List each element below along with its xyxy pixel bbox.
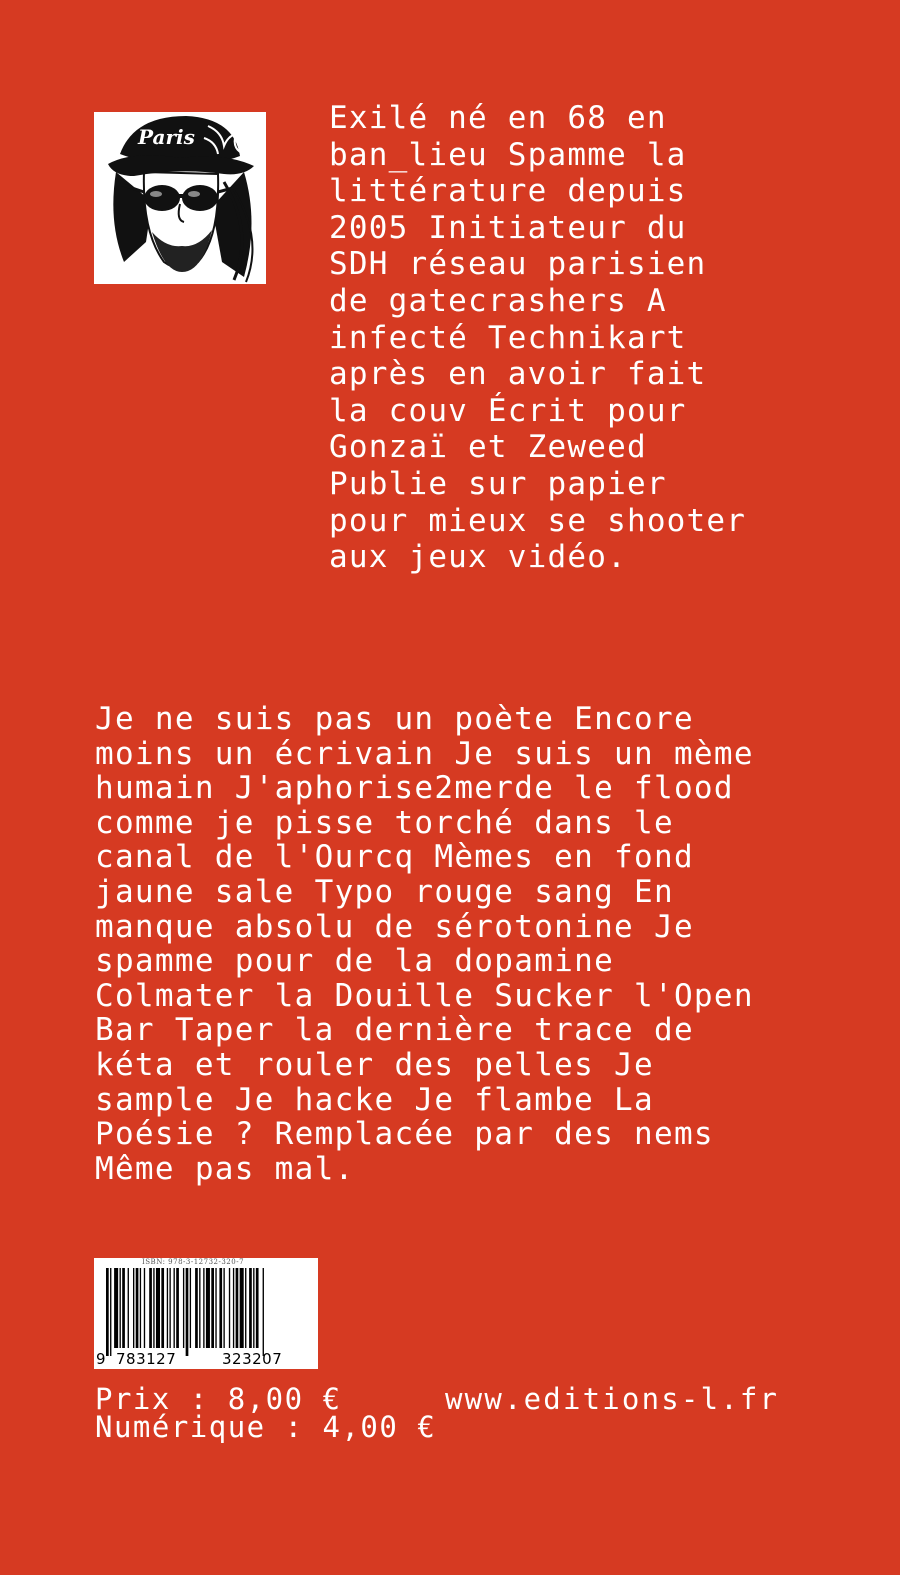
bio-line: de gatecrashers A	[329, 282, 667, 319]
bio-line: après en avoir fait	[329, 356, 707, 393]
author-bio	[329, 100, 829, 576]
barcode-bar	[133, 1268, 134, 1348]
barcode-bar	[190, 1268, 191, 1348]
barcode-bar	[120, 1268, 121, 1348]
barcode-bar	[215, 1268, 216, 1348]
bio-line: pour mieux se shooter	[329, 502, 747, 539]
barcode-bar	[253, 1268, 254, 1348]
barcode-bar	[195, 1268, 198, 1348]
barcode-digits-right: 323207	[222, 1350, 283, 1368]
barcode-bar	[144, 1268, 145, 1348]
barcode-bar	[153, 1268, 154, 1348]
blurb-line: humain J'aphorise2merde le flood	[95, 770, 734, 807]
barcode-bar	[186, 1268, 189, 1356]
bio-line: la couv Écrit pour	[329, 392, 687, 429]
blurb-line: Bar Taper la dernière trace de	[95, 1012, 694, 1049]
barcode-bar	[249, 1268, 252, 1348]
barcode-bar	[211, 1268, 214, 1348]
barcode-bar	[128, 1268, 129, 1348]
bio-line: infecté Technikart	[329, 319, 687, 356]
barcode-digit-first: 9	[96, 1350, 107, 1368]
blurb-line: Poésie ? Remplacée par des nems	[95, 1116, 714, 1153]
barcode-bar	[219, 1268, 222, 1348]
blurb-line: jaune sale Typo rouge sang En	[95, 873, 674, 910]
publisher-website: www.editions-l.fr	[445, 1382, 780, 1416]
barcode-digits-left: 783127	[116, 1350, 177, 1368]
bio-line: Exilé né en 68 en	[329, 100, 667, 136]
barcode-bar	[114, 1268, 118, 1348]
bio-line: ban_lieu Spamme la	[329, 136, 687, 173]
blurb-line: comme je pisse torché dans le	[95, 804, 674, 841]
barcode-bar	[169, 1268, 170, 1348]
barcode-bar	[167, 1268, 168, 1348]
barcode-bar	[263, 1268, 264, 1356]
barcode-bar	[199, 1268, 200, 1348]
barcode-bar	[176, 1268, 179, 1348]
book-blurb	[95, 702, 855, 1186]
price-print: Prix : 8,00 €	[95, 1382, 342, 1416]
bio-line: aux jeux vidéo.	[329, 539, 627, 576]
bio-line: Publie sur papier	[329, 465, 667, 502]
price-block	[95, 1382, 437, 1444]
barcode-bar	[122, 1268, 125, 1348]
barcode-bar	[206, 1268, 210, 1348]
isbn-label: ISBN: 978-3-12732-320-7	[142, 1258, 245, 1266]
isbn-barcode	[94, 1258, 318, 1369]
barcode-bar	[183, 1268, 184, 1348]
blurb-line: spamme pour de la dopamine	[95, 943, 615, 980]
blurb-line: canal de l'Ourcq Mèmes en fond	[95, 839, 694, 876]
barcode-bar	[106, 1268, 109, 1356]
blurb-line: manque absolu de sérotonine Je	[95, 908, 694, 945]
author-portrait-icon	[94, 112, 266, 284]
blurb-line: moins un écrivain Je suis un mème	[95, 735, 754, 772]
barcode-bar	[161, 1268, 164, 1348]
barcode-bar	[174, 1268, 175, 1348]
barcode-bar	[203, 1268, 204, 1348]
blurb-line: kéta et rouler des pelles Je	[95, 1046, 654, 1083]
barcode-bar	[233, 1268, 234, 1348]
barcode-bar	[110, 1268, 111, 1356]
barcode-bar	[256, 1268, 259, 1348]
blurb-line: Même pas mal.	[95, 1150, 355, 1187]
barcode-bar	[156, 1268, 160, 1348]
barcode-bar	[149, 1268, 152, 1348]
barcode-bar	[223, 1268, 224, 1348]
blurb-line: Je ne suis pas un poète Encore	[95, 701, 694, 737]
barcode-bar	[140, 1268, 141, 1348]
barcode-bar	[245, 1268, 246, 1348]
barcode-bar	[229, 1268, 230, 1348]
blurb-line: sample Je hacke Je flambe La	[95, 1081, 654, 1118]
bio-line: Gonzaï et Zeweed	[329, 429, 647, 466]
barcode-bar	[136, 1268, 139, 1348]
blurb-line: Colmater la Douille Sucker l'Open	[95, 977, 754, 1014]
bio-line: littérature depuis	[329, 173, 687, 210]
bio-line: SDH réseau parisien	[329, 246, 707, 283]
barcode-bar	[240, 1268, 244, 1348]
svg-text:Paris: Paris	[138, 125, 195, 149]
price-digital: Numérique : 4,00 €	[95, 1410, 437, 1444]
author-portrait	[94, 112, 266, 284]
barcode-bar	[236, 1268, 239, 1348]
bio-line: 2005 Initiateur du	[329, 209, 687, 246]
